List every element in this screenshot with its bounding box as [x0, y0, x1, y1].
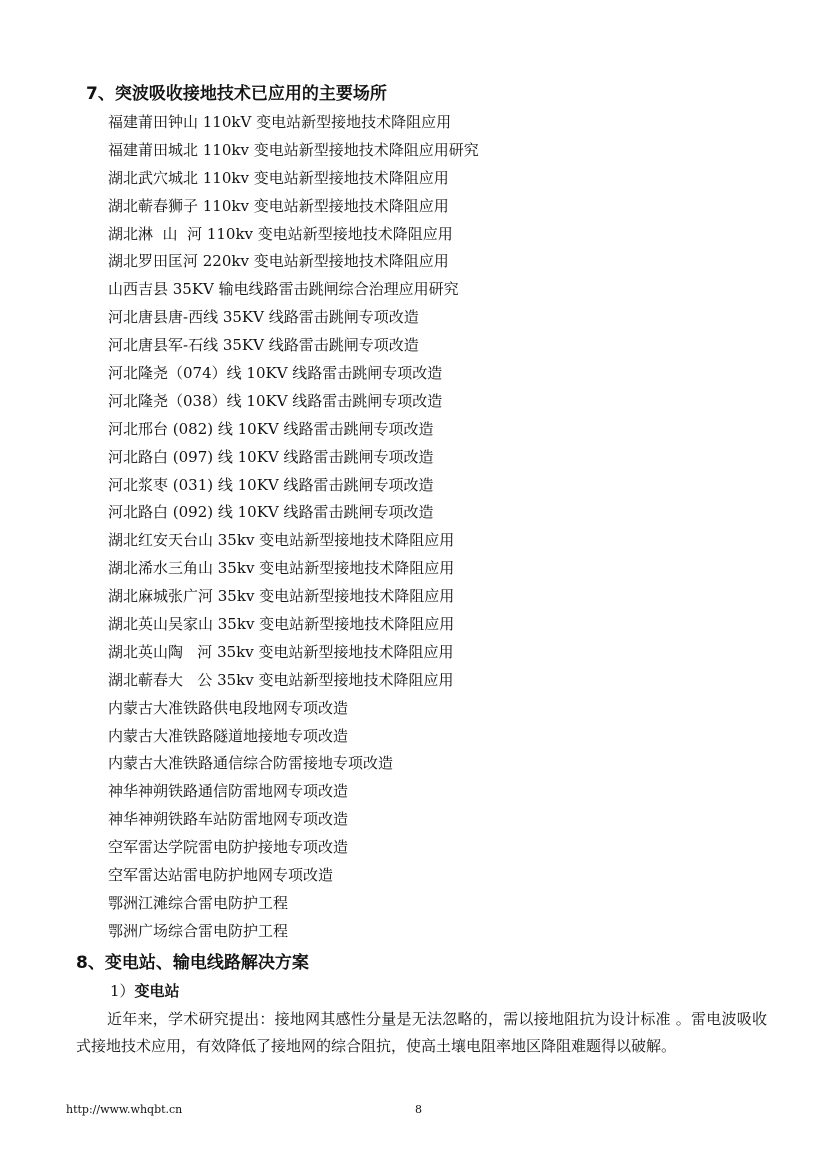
section-7-heading: 7、突波吸收接地技术已应用的主要场所 [86, 84, 387, 104]
list-item: 鄂洲广场综合雷电防护工程 [108, 921, 289, 940]
list-item: 空军雷达学院雷电防护接地专项改造 [108, 838, 349, 857]
list-item: 河北唐县唐-西线 35KV 线路雷击跳闸专项改造 [108, 308, 419, 327]
list-item: 湖北蕲春狮子 110kv 变电站新型接地技术降阻应用 [108, 196, 449, 215]
list-item: 内蒙古大准铁路供电段地网专项改造 [108, 698, 349, 717]
list-item: 鄂洲江滩综合雷电防护工程 [108, 893, 289, 912]
body-paragraph: 近年来，学术研究提出：接地网其感性分量是无法忽略的，需以接地阻抗为设计标准 。雷电波吸收式接地技术应用，有效降低了接地网的综合阻抗，使高土壤电阻率地区降阻难题得以破解。 [76, 1010, 767, 1055]
list-item: 福建莆田钟山 110kV 变电站新型接地技术降阻应用 [108, 113, 452, 131]
list-item: 河北唐县军-石线 35KV 线路雷击跳闸专项改造 [108, 336, 419, 355]
subsection-heading [110, 980, 180, 1002]
list-item: 内蒙古大准铁路隧道地接地专项改造 [108, 726, 349, 745]
list-item: 河北隆尧（038）线 10KV 线路雷击跳闸专项改造 [108, 391, 443, 410]
list-item: 河北邢台 (082) 线 10KV 线路雷击跳闸专项改造 [108, 419, 434, 438]
application-sites-list [108, 109, 479, 946]
list-item: 湖北罗田匡河 220kv 变电站新型接地技术降阻应用 [108, 252, 449, 271]
page-number: 8 [415, 1103, 422, 1116]
list-item: 河北隆尧（074）线 10KV 线路雷击跳闸专项改造 [108, 364, 443, 383]
list-item: 湖北红安天台山 35kv 变电站新型接地技术降阻应用 [108, 531, 455, 550]
section-8-heading: 8、变电站、输电线路解决方案 [76, 953, 309, 973]
list-item: 空军雷达站雷电防护地网专项改造 [108, 866, 334, 885]
list-item: 内蒙古大准铁路通信综合防雷接地专项改造 [108, 754, 394, 773]
list-item: 湖北淋 山 河 110kv 变电站新型接地技术降阻应用 [108, 224, 453, 243]
list-item: 河北路白 (097) 线 10KV 线路雷击跳闸专项改造 [108, 447, 434, 466]
list-item: 神华神朔铁路车站防雷地网专项改造 [108, 810, 349, 829]
footer-url: http://www.whqbt.cn [66, 1103, 183, 1116]
list-item: 湖北浠水三角山 35kv 变电站新型接地技术降阻应用 [108, 559, 455, 578]
list-item: 山西吉县 35KV 输电线路雷击跳闸综合治理应用研究 [108, 280, 459, 299]
list-item: 河北路白 (092) 线 10KV 线路雷击跳闸专项改造 [108, 503, 434, 522]
subsection-title: 变电站 [134, 982, 180, 1000]
list-item: 福建莆田城北 110kv 变电站新型接地技术降阻应用研究 [108, 140, 479, 159]
list-item: 湖北麻城张广河 35kv 变电站新型接地技术降阻应用 [108, 587, 455, 606]
list-item: 湖北英山陶 河 35kv 变电站新型接地技术降阻应用 [108, 642, 454, 661]
list-item: 湖北武穴城北 110kv 变电站新型接地技术降阻应用 [108, 168, 449, 187]
list-item: 神华神朔铁路通信防雷地网专项改造 [108, 782, 349, 801]
list-item: 湖北英山吴家山 35kv 变电站新型接地技术降阻应用 [108, 615, 455, 634]
list-item: 湖北蕲春大 公 35kv 变电站新型接地技术降阻应用 [108, 670, 454, 689]
list-item: 河北浆枣 (031) 线 10KV 线路雷击跳闸专项改造 [108, 475, 434, 494]
subsection-number: 1） [110, 982, 135, 1000]
